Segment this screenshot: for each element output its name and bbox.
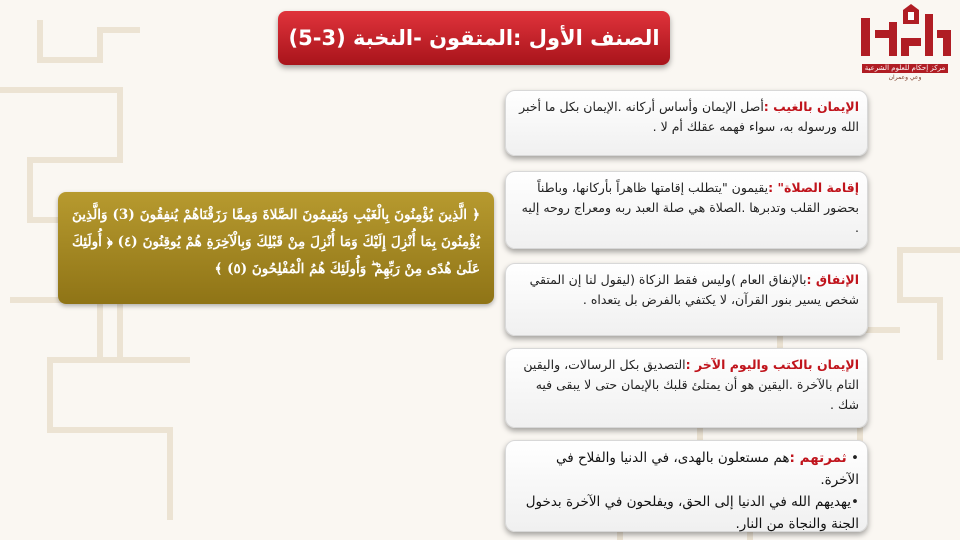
card-iman-bil-ghayb <box>505 90 868 156</box>
fruits-line-2 <box>514 491 859 535</box>
card-body: بالإنفاق العام )وليس فقط الزكاة (ليقول لنا إن المتقي شخص يسير بنور القرآن، لا يكتفي بالفرض بل يتعداه . <box>529 272 859 307</box>
card-infaq <box>505 263 868 336</box>
card-body: التصديق بكل الرسالات، واليقين التام بالآخرة .اليقين هو أن يمتلئ قلبك بالإيمان حتى لا يبقى فيه شك . <box>523 357 859 412</box>
lantern-logo-icon <box>855 0 955 62</box>
card-body: أصل الإيمان وأساس أركانه .الإيمان بكل ما أخبر الله ورسوله به، سواء فهمه عقلك أم لا . <box>519 99 859 134</box>
fruits-body-2: يهديهم الله في الدنيا إلى الحق، ويفلحون في الآخرة بدخول الجنة والنجاة من النار. <box>525 494 859 532</box>
logo-tagline-sub: وعي وعمران <box>888 74 922 81</box>
card-heading: الإنفاق : <box>806 272 859 287</box>
fruits-body-1: هم مستعلون بالهدى، في الدنيا والفلاح في الآخرة. <box>555 450 859 488</box>
bullet-icon: • <box>851 450 859 466</box>
card-heading: ثمرتهم : <box>789 450 847 466</box>
card-kutub-yawm-akhir <box>505 348 868 428</box>
card-heading: الإيمان بالكتب واليوم الآخر : <box>685 357 859 372</box>
quran-verse-box: ﴿ الَّذِينَ يُؤْمِنُونَ بِالْغَيْبِ وَيُقِيمُونَ الصَّلاةَ وَمِمَّا رَزَقْنَاهُمْ يُنفِقُونَ (3) وَالَّذِينَ يُؤْمِنُونَ بِمَا أُنْزِلَ إِلَيْكَ وَمَا أُنْزِلَ مِنْ قَبْلِكَ وَبِالْآخِرَةِ هُمْ يُوقِنُونَ (٤) ﴿ أُولَئِكَ عَلَىٰ هُدًى مِنْ رَبِّهِمْ ۖ وَأُولَئِكَ هُمُ الْمُفْلِحُونَ (٥) ﴾ <box>58 192 494 304</box>
card-iqamat-salah <box>505 171 868 249</box>
bullet-icon: • <box>851 494 859 510</box>
fruits-line-1 <box>514 447 859 491</box>
center-logo <box>850 0 960 84</box>
card-heading: الإيمان بالغيب : <box>763 99 859 114</box>
card-heading: إقامة الصلاة" : <box>768 180 859 195</box>
slide-title: الصنف الأول :المتقون -النخبة (3-5) <box>278 11 670 65</box>
logo-tagline-main: مركز إحكام للعلوم الشرعية <box>862 64 948 73</box>
card-body: يقيمون "يتطلب إقامتها ظاهراً بأركانها، وباطناً بحضور القلب وتدبرها .الصلاة هي صلة العبد ربه ومعراج روحه إليه . <box>521 180 859 235</box>
card-fruits <box>505 440 868 532</box>
